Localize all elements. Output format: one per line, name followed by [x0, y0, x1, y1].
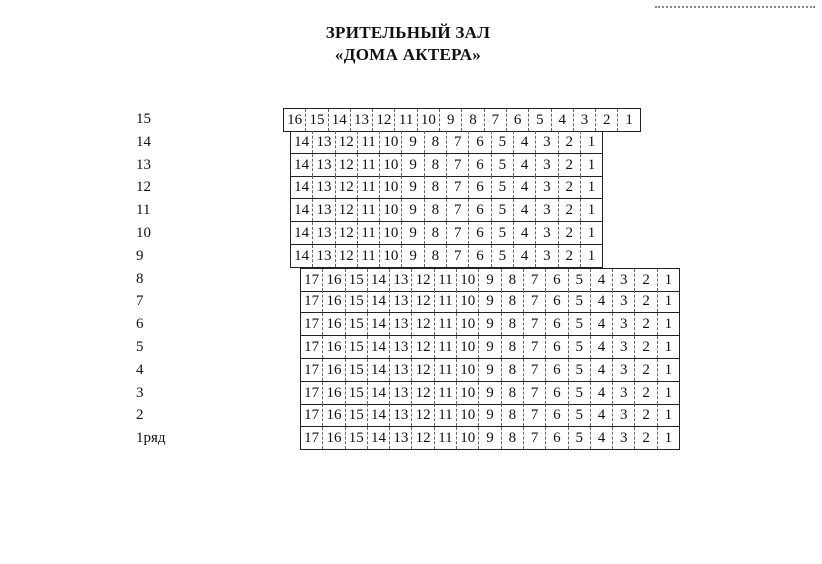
seat: 8	[502, 404, 524, 426]
seat: 14	[368, 336, 390, 358]
seat: 5	[569, 313, 591, 335]
seat: 11	[435, 336, 457, 358]
row-label: 15	[136, 111, 151, 127]
seat: 16	[323, 290, 345, 312]
seat: 15	[346, 359, 368, 381]
seat: 5	[569, 336, 591, 358]
seat: 13	[313, 176, 335, 198]
seat: 10	[380, 131, 402, 153]
title-line-2: «ДОМА АКТЕРА»	[334, 45, 482, 64]
seat: 3	[536, 245, 558, 267]
seat: 11	[358, 154, 380, 176]
seat: 7	[524, 359, 546, 381]
seat: 7	[524, 313, 546, 335]
seat: 14	[368, 313, 390, 335]
seat: 8	[425, 199, 447, 221]
seat: 3	[536, 199, 558, 221]
seat: 8	[425, 131, 447, 153]
seat: 4	[514, 245, 536, 267]
row-label: 6	[136, 316, 144, 332]
seat: 2	[559, 199, 581, 221]
seat: 6	[469, 176, 491, 198]
seat: 14	[368, 382, 390, 404]
seat: 11	[435, 382, 457, 404]
row-label: 14	[136, 134, 151, 150]
seat: 12	[412, 313, 434, 335]
seat: 6	[507, 109, 529, 131]
seat: 11	[435, 269, 457, 291]
seat: 4	[591, 336, 613, 358]
seat: 4	[591, 269, 613, 291]
seat: 6	[546, 313, 568, 335]
seat: 12	[336, 176, 358, 198]
seat: 16	[323, 313, 345, 335]
seat: 15	[306, 109, 328, 131]
seat: 12	[336, 245, 358, 267]
seat: 5	[529, 109, 551, 131]
seat: 10	[380, 176, 402, 198]
seat: 2	[635, 359, 657, 381]
seat-row	[290, 131, 603, 154]
seat: 6	[546, 336, 568, 358]
seat-row	[300, 290, 680, 313]
seat: 11	[358, 199, 380, 221]
seat: 3	[613, 382, 635, 404]
seat: 8	[462, 109, 484, 131]
seat: 15	[346, 290, 368, 312]
seat: 12	[336, 131, 358, 153]
seat: 13	[313, 131, 335, 153]
seat: 1	[658, 382, 680, 404]
seat: 12	[412, 382, 434, 404]
seat: 2	[635, 269, 657, 291]
seat: 6	[469, 199, 491, 221]
seat: 1	[581, 199, 603, 221]
seat: 8	[502, 290, 524, 312]
seat: 12	[336, 199, 358, 221]
seat: 10	[380, 245, 402, 267]
seat: 8	[502, 427, 524, 449]
seat-row	[290, 154, 603, 177]
seat: 6	[546, 359, 568, 381]
seat: 11	[435, 313, 457, 335]
seat: 10	[418, 109, 440, 131]
seat: 13	[390, 290, 412, 312]
seat: 17	[301, 427, 323, 449]
seat: 2	[635, 382, 657, 404]
seat: 13	[313, 154, 335, 176]
seat: 2	[635, 336, 657, 358]
seat: 5	[492, 245, 514, 267]
seat: 9	[479, 336, 501, 358]
seat: 2	[596, 109, 618, 131]
seat-row	[300, 382, 680, 405]
seat: 14	[368, 269, 390, 291]
seat: 4	[591, 290, 613, 312]
seat: 1	[658, 359, 680, 381]
seat: 3	[613, 427, 635, 449]
seat: 13	[313, 245, 335, 267]
seat: 1	[658, 427, 680, 449]
seat: 3	[613, 313, 635, 335]
seat: 17	[301, 382, 323, 404]
seat: 11	[435, 427, 457, 449]
seat: 7	[447, 222, 469, 244]
seat: 13	[351, 109, 373, 131]
seat: 13	[390, 336, 412, 358]
seat: 6	[546, 382, 568, 404]
seat: 8	[502, 382, 524, 404]
seat: 13	[390, 313, 412, 335]
seat: 9	[402, 176, 424, 198]
seat: 9	[479, 290, 501, 312]
row-label: 5	[136, 339, 144, 355]
seat: 7	[524, 404, 546, 426]
seat: 3	[536, 131, 558, 153]
seat: 3	[613, 336, 635, 358]
seat-row	[300, 404, 680, 427]
seat: 13	[390, 427, 412, 449]
seat: 5	[492, 176, 514, 198]
seat: 17	[301, 359, 323, 381]
seat-row	[300, 313, 680, 336]
seat: 17	[301, 290, 323, 312]
seat: 11	[358, 222, 380, 244]
row-label: 4	[136, 362, 144, 378]
seat: 3	[613, 290, 635, 312]
seat: 5	[492, 222, 514, 244]
seat: 11	[395, 109, 417, 131]
seat: 2	[635, 313, 657, 335]
seat: 14	[368, 404, 390, 426]
seat: 15	[346, 427, 368, 449]
seat: 14	[291, 245, 313, 267]
seat: 7	[447, 154, 469, 176]
seat: 14	[329, 109, 351, 131]
seat: 9	[479, 269, 501, 291]
seat: 14	[291, 131, 313, 153]
seat: 7	[447, 176, 469, 198]
seat: 4	[514, 222, 536, 244]
seat: 6	[546, 404, 568, 426]
seat: 6	[469, 154, 491, 176]
seat: 10	[457, 336, 479, 358]
seat: 9	[479, 427, 501, 449]
row-label: 7	[136, 293, 144, 309]
seat: 17	[301, 336, 323, 358]
seat: 12	[373, 109, 395, 131]
seat: 16	[323, 336, 345, 358]
seat: 14	[291, 176, 313, 198]
seat: 1	[581, 154, 603, 176]
seat: 9	[479, 359, 501, 381]
row-label: 2	[136, 407, 144, 423]
seat: 4	[591, 382, 613, 404]
seat: 7	[485, 109, 507, 131]
seat: 4	[591, 404, 613, 426]
seat: 6	[546, 269, 568, 291]
seat-row	[290, 222, 603, 245]
seat: 17	[301, 404, 323, 426]
seat: 7	[447, 245, 469, 267]
seat: 2	[559, 176, 581, 198]
seat: 7	[447, 131, 469, 153]
seat: 9	[402, 222, 424, 244]
seat: 5	[492, 199, 514, 221]
seat: 11	[435, 359, 457, 381]
seat: 15	[346, 336, 368, 358]
seat: 10	[457, 404, 479, 426]
seat: 2	[559, 245, 581, 267]
seat: 6	[546, 427, 568, 449]
seat: 13	[390, 404, 412, 426]
seat: 2	[635, 427, 657, 449]
row-label: 3	[136, 385, 144, 401]
seat: 8	[502, 269, 524, 291]
seat: 13	[390, 269, 412, 291]
seat: 10	[380, 154, 402, 176]
seat: 15	[346, 404, 368, 426]
seat-row	[290, 176, 603, 199]
seat: 6	[469, 131, 491, 153]
seat: 4	[514, 176, 536, 198]
seat: 16	[323, 359, 345, 381]
row-label: 9	[136, 248, 144, 264]
seat-row	[300, 359, 680, 382]
seat: 13	[390, 382, 412, 404]
seat: 14	[291, 154, 313, 176]
seat: 7	[524, 290, 546, 312]
seat: 14	[368, 290, 390, 312]
seat: 6	[546, 290, 568, 312]
seat: 12	[412, 336, 434, 358]
seat: 9	[440, 109, 462, 131]
seat: 10	[380, 199, 402, 221]
seat: 5	[569, 427, 591, 449]
seat: 14	[368, 427, 390, 449]
seat: 9	[479, 313, 501, 335]
seat: 6	[469, 222, 491, 244]
seat: 5	[492, 131, 514, 153]
seat-row	[300, 427, 680, 450]
seat-row	[290, 199, 603, 222]
seat: 5	[569, 382, 591, 404]
seat: 17	[301, 313, 323, 335]
seat: 10	[457, 382, 479, 404]
seat-row	[300, 268, 680, 292]
seat: 1	[581, 131, 603, 153]
seat: 2	[635, 290, 657, 312]
seat: 16	[323, 404, 345, 426]
seat: 5	[569, 359, 591, 381]
seat: 12	[336, 154, 358, 176]
seat: 4	[591, 427, 613, 449]
seat: 10	[457, 359, 479, 381]
seat: 14	[291, 222, 313, 244]
seat: 13	[390, 359, 412, 381]
seat: 8	[502, 313, 524, 335]
seat: 7	[524, 382, 546, 404]
seat: 1	[658, 336, 680, 358]
row-label: 13	[136, 157, 151, 173]
seat: 11	[358, 176, 380, 198]
seat: 13	[313, 222, 335, 244]
seat: 5	[492, 154, 514, 176]
seat: 16	[323, 427, 345, 449]
seat: 14	[368, 359, 390, 381]
seat: 4	[514, 131, 536, 153]
seat: 10	[457, 290, 479, 312]
seat: 12	[412, 269, 434, 291]
seat: 12	[336, 222, 358, 244]
seat: 8	[502, 336, 524, 358]
seat: 12	[412, 404, 434, 426]
seat: 7	[524, 269, 546, 291]
seat: 11	[435, 404, 457, 426]
seat: 7	[524, 427, 546, 449]
row-label: 8	[136, 271, 144, 287]
seat: 2	[559, 154, 581, 176]
seat: 15	[346, 313, 368, 335]
seat: 8	[425, 154, 447, 176]
seat: 9	[479, 404, 501, 426]
seat: 1	[658, 290, 680, 312]
seat: 9	[402, 245, 424, 267]
seat: 3	[536, 154, 558, 176]
seat: 6	[469, 245, 491, 267]
seat: 1	[658, 313, 680, 335]
seat: 4	[591, 313, 613, 335]
seat: 3	[613, 359, 635, 381]
seat-row	[283, 108, 641, 132]
seat: 2	[559, 222, 581, 244]
seat: 4	[514, 199, 536, 221]
seat: 8	[425, 176, 447, 198]
seat: 8	[502, 359, 524, 381]
seat: 1	[658, 404, 680, 426]
row-label: 1ряд	[136, 430, 166, 446]
seat: 9	[402, 199, 424, 221]
title-line-1: ЗРИТЕЛЬНЫЙ ЗАЛ	[325, 23, 491, 42]
seat: 1	[618, 109, 640, 131]
seat: 16	[284, 109, 306, 131]
seat: 7	[447, 199, 469, 221]
row-label: 11	[136, 202, 151, 218]
seat: 11	[358, 245, 380, 267]
seat: 12	[412, 359, 434, 381]
seat: 13	[313, 199, 335, 221]
seat: 1	[658, 269, 680, 291]
seat-row	[290, 245, 603, 268]
seat: 1	[581, 245, 603, 267]
seat-row	[300, 336, 680, 359]
seat: 12	[412, 290, 434, 312]
seat: 4	[514, 154, 536, 176]
seat: 10	[457, 313, 479, 335]
seat: 1	[581, 222, 603, 244]
seat: 9	[402, 131, 424, 153]
seat: 5	[569, 404, 591, 426]
seat: 5	[569, 269, 591, 291]
seat: 11	[358, 131, 380, 153]
seat: 16	[323, 269, 345, 291]
seat: 4	[552, 109, 574, 131]
seat: 15	[346, 382, 368, 404]
seat: 5	[569, 290, 591, 312]
seat: 12	[412, 427, 434, 449]
seat: 7	[524, 336, 546, 358]
seat: 3	[536, 176, 558, 198]
seat: 15	[346, 269, 368, 291]
seat: 3	[613, 404, 635, 426]
seat: 2	[559, 131, 581, 153]
seat: 3	[536, 222, 558, 244]
seat: 16	[323, 382, 345, 404]
seat: 3	[574, 109, 596, 131]
seat: 9	[479, 382, 501, 404]
seat: 8	[425, 245, 447, 267]
seat: 10	[457, 269, 479, 291]
row-label: 12	[136, 179, 151, 195]
seat: 9	[402, 154, 424, 176]
seat: 17	[301, 269, 323, 291]
seat: 11	[435, 290, 457, 312]
seat: 1	[581, 176, 603, 198]
seat: 10	[380, 222, 402, 244]
row-label: 10	[136, 225, 151, 241]
seat: 14	[291, 199, 313, 221]
seat: 3	[613, 269, 635, 291]
seat: 2	[635, 404, 657, 426]
seat: 4	[591, 359, 613, 381]
seat: 10	[457, 427, 479, 449]
seat: 8	[425, 222, 447, 244]
